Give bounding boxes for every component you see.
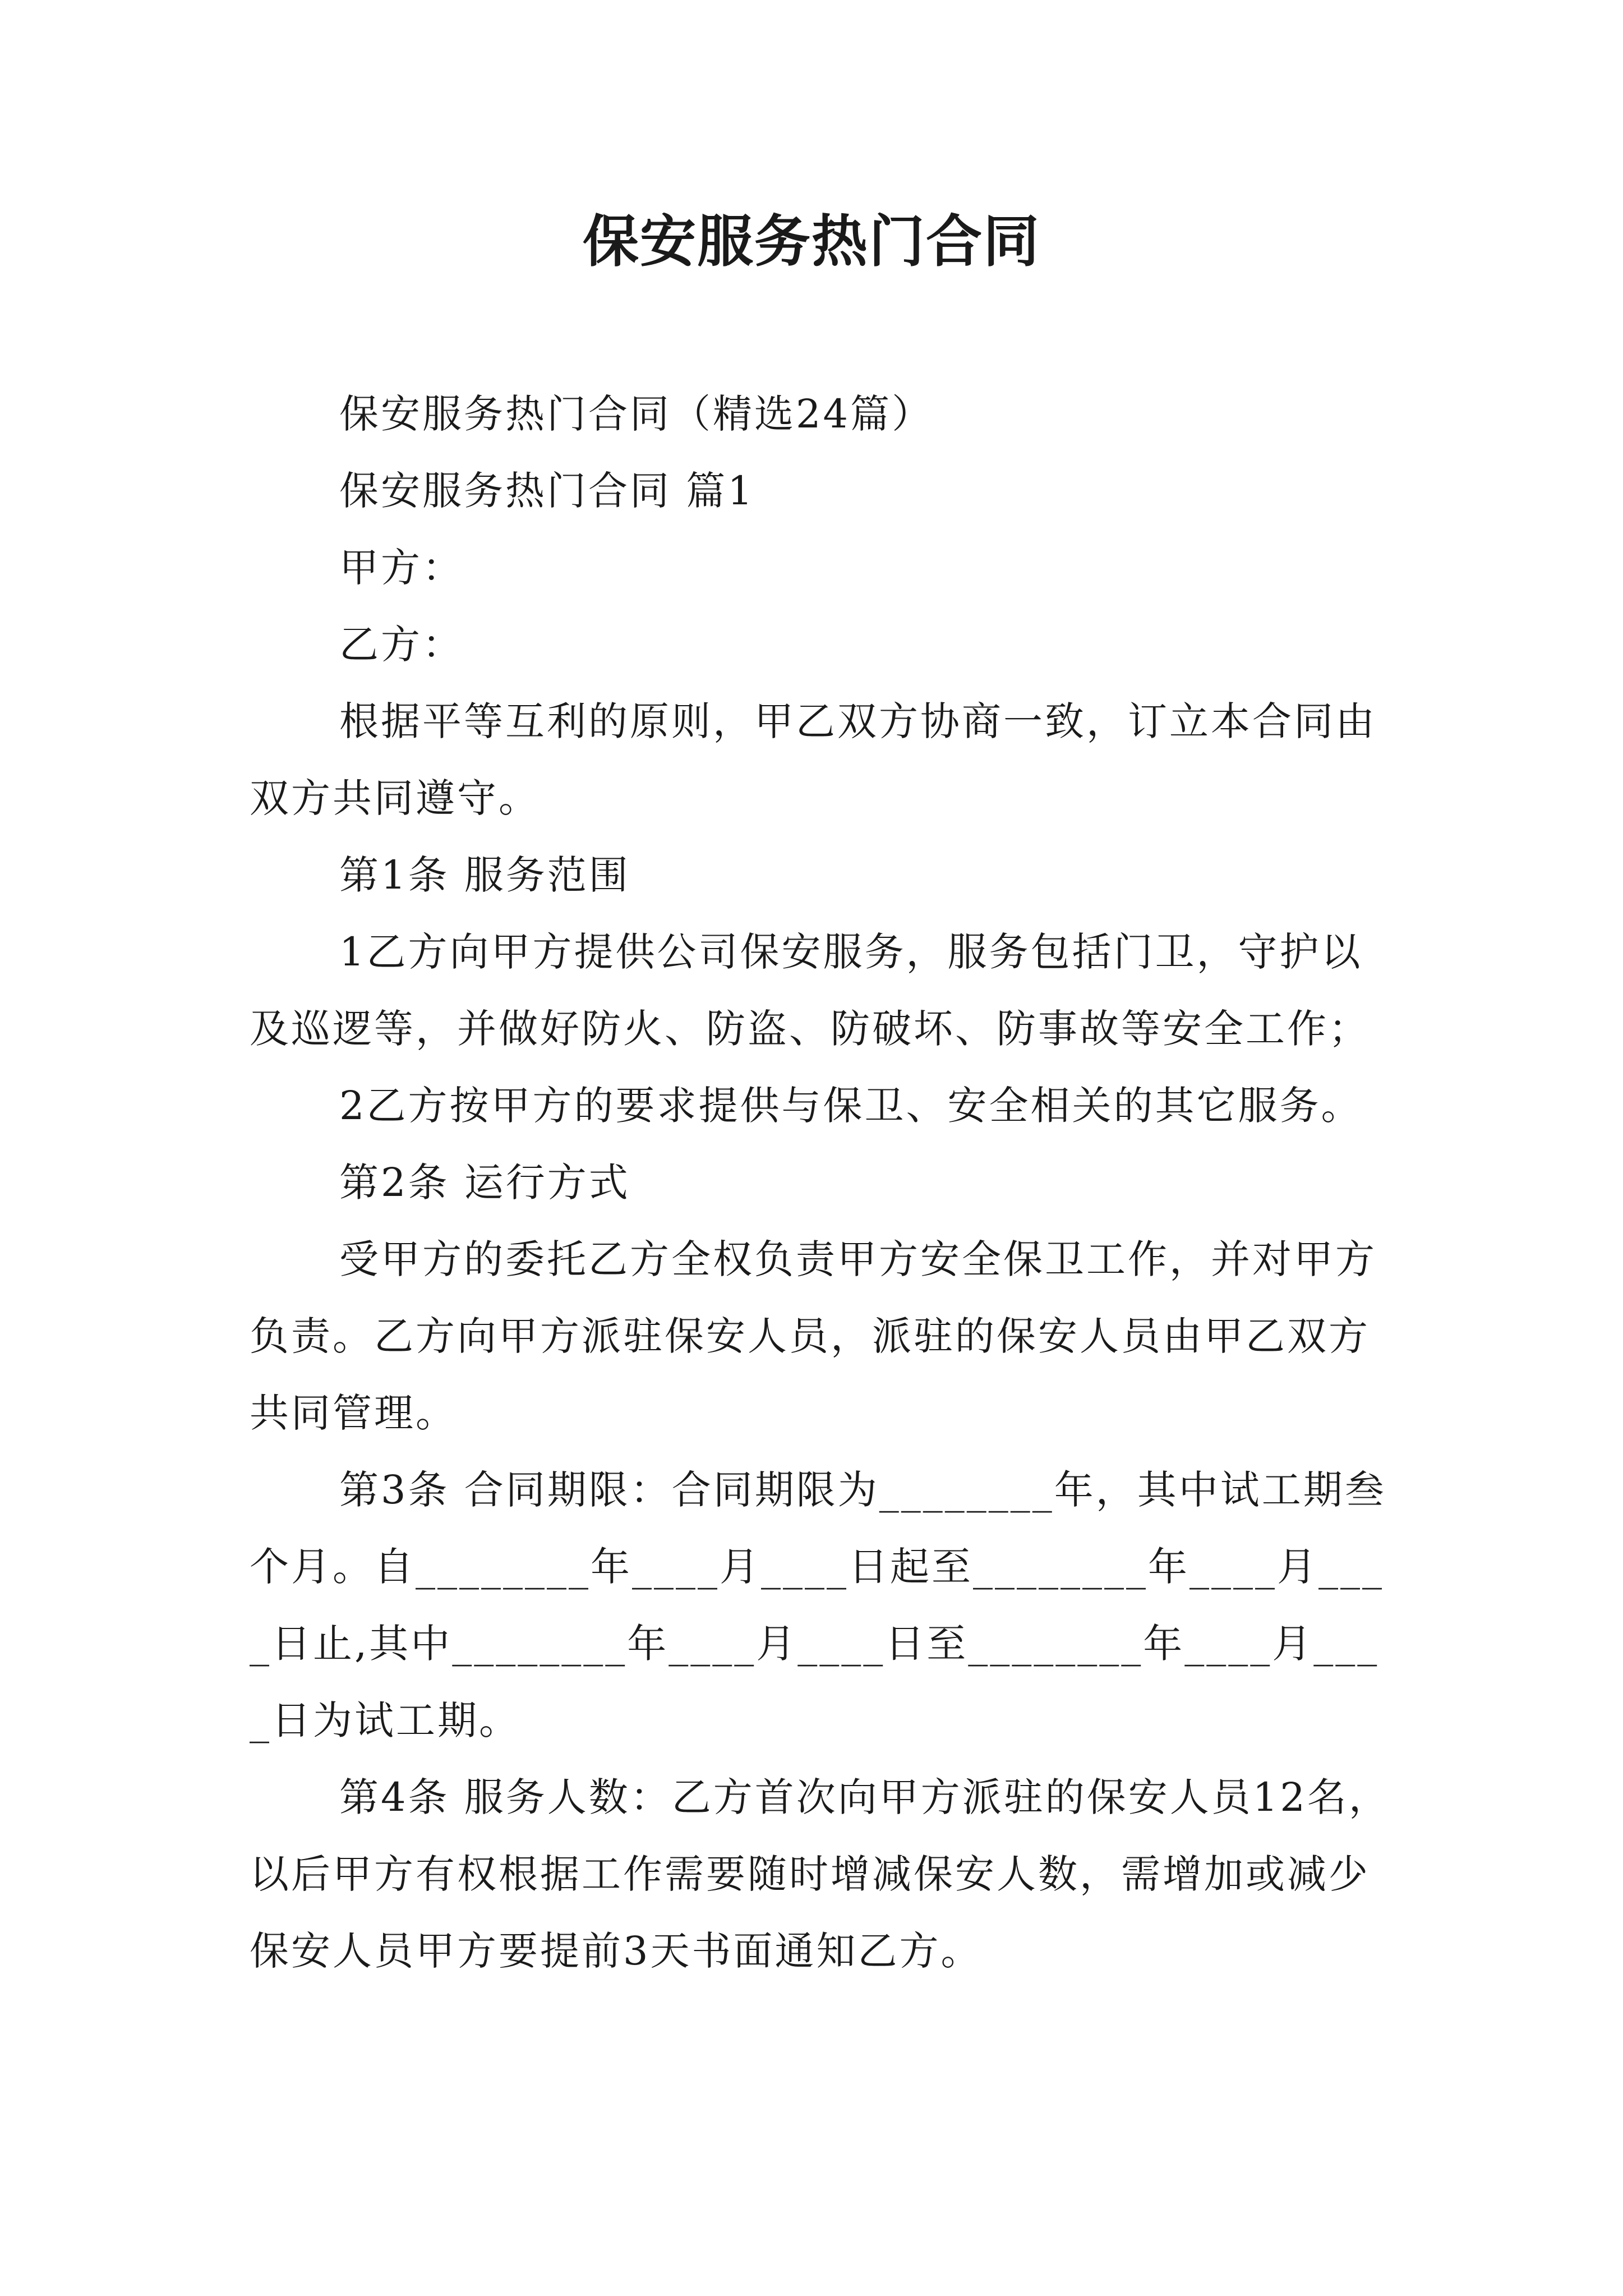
paragraph-article-1-item-1: 1乙方向甲方提供公司保安服务，服务包括门卫，守护以及巡逻等，并做好防火、防盗、防破坏、防事故等安全工作； — [250, 929, 1370, 1052]
paragraph-section-heading: 保安服务热门合同 篇1 — [339, 468, 755, 514]
paragraph-article-1-item-2: 2乙方按甲方的要求提供与保卫、安全相关的其它服务。 — [339, 1083, 1363, 1129]
paragraph-preamble: 根据平等互利的原则，甲乙双方协商一致，订立本合同由双方共同遵守。 — [250, 698, 1377, 821]
paragraph-article-1-heading: 第1条 服务范围 — [339, 852, 630, 898]
paragraph-party-a: 甲方： — [339, 545, 464, 591]
paragraph-article-2-body: 受甲方的委托乙方全权负责甲方安全保卫工作，并对甲方负责。乙方向甲方派驻保安人员，派驻的保安人员由甲乙双方共同管理。 — [250, 1236, 1377, 1436]
paragraph-article-3: 第3条 合同期限：合同期限为________年，其中试工期叁个月。自________年____月____日起至________年____月____日止,其中________年____月____日至________年____月____日为试工期。 — [250, 1467, 1386, 1743]
paragraph-article-2-heading: 第2条 运行方式 — [339, 1159, 630, 1205]
document-title: 保安服务热门合同 — [583, 208, 1040, 274]
paragraph-party-b: 乙方： — [339, 622, 464, 668]
paragraph-subtitle: 保安服务热门合同（精选24篇） — [339, 391, 934, 437]
document-body — [250, 376, 1394, 1990]
paragraph-article-4: 第4条 服务人数：乙方首次向甲方派驻的保安人员12名，以后甲方有权根据工作需要随时增减保安人数，需增加或减少保安人员甲方要提前3天书面通知乙方。 — [250, 1774, 1390, 1974]
